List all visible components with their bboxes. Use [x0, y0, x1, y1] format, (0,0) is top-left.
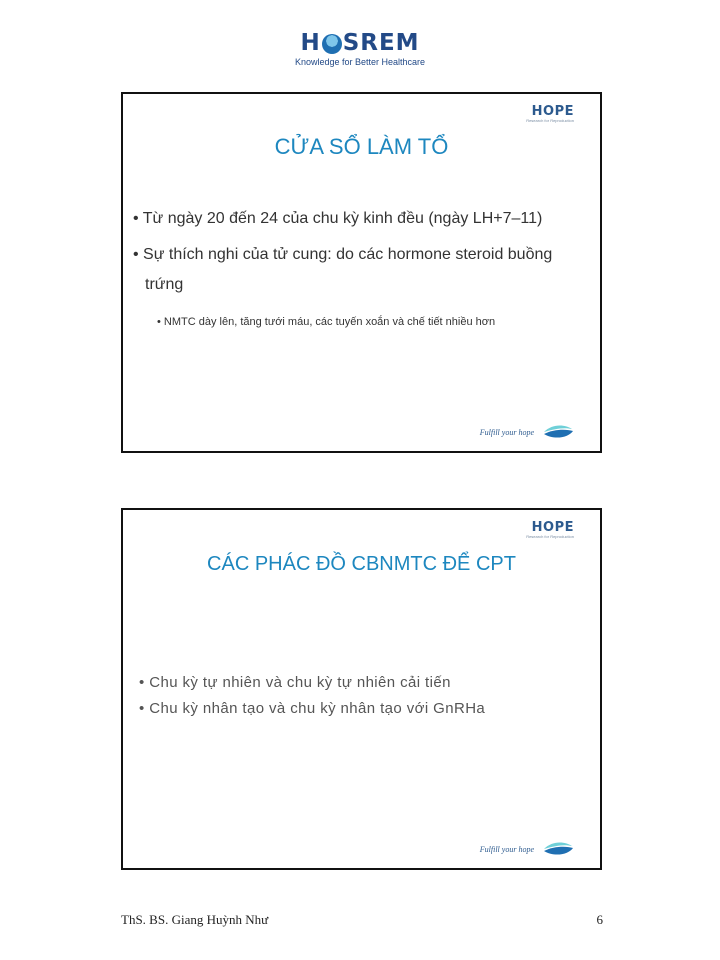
brand-tagline: Knowledge for Better Healthcare: [294, 57, 426, 67]
slide-title: CỬA SỔ LÀM TỔ: [274, 134, 449, 159]
wave-icon: [542, 840, 574, 858]
page-number: 6: [596, 912, 603, 927]
bullet-list: [139, 670, 589, 722]
slide-1: [121, 92, 602, 453]
slide-2: [121, 508, 602, 870]
fulfill-text: Fulfill your hope: [479, 844, 534, 854]
page-header: [0, 30, 720, 67]
globe-icon: [322, 34, 342, 54]
bullet-list: [133, 204, 593, 330]
hosrem-logo: [300, 30, 419, 56]
hope-logo-text: HOPE: [531, 104, 574, 119]
slide-footer: [480, 423, 574, 441]
bullet-item: • Chu kỳ tự nhiên và chu kỳ tự nhiên cải tiến: [139, 674, 451, 691]
hope-logo-subtitle: Research for Reproduction: [526, 534, 574, 539]
brand-text-left: H: [300, 30, 321, 56]
fulfill-text: Fulfill your hope: [479, 427, 534, 437]
bullet-item: • Chu kỳ nhân tạo và chu kỳ nhân tạo với GnRHa: [139, 700, 486, 717]
bullet-item: • Từ ngày 20 đến 24 của chu kỳ kinh đều (ngày LH+7–11): [133, 210, 543, 227]
bullet-item: • Sự thích nghi của tử cung: do các hormone steroid buồng trứng: [133, 246, 553, 293]
footer-author: ThS. BS. Giang Huỳnh Như: [121, 912, 269, 927]
hope-logo: [526, 520, 574, 539]
hope-logo-text: HOPE: [531, 520, 574, 535]
hope-logo-subtitle: Research for Reproduction: [526, 118, 574, 123]
slide-title: CÁC PHÁC ĐỒ CBNMTC ĐỂ CPT: [207, 553, 516, 575]
wave-icon: [542, 423, 574, 441]
brand-text-right: SREM: [342, 30, 420, 56]
slide-footer: [480, 840, 574, 858]
sub-bullet-item: • NMTC dày lên, tăng tưới máu, các tuyến xoắn và chế tiết nhiều hơn: [157, 316, 496, 328]
hope-logo: [526, 104, 574, 123]
